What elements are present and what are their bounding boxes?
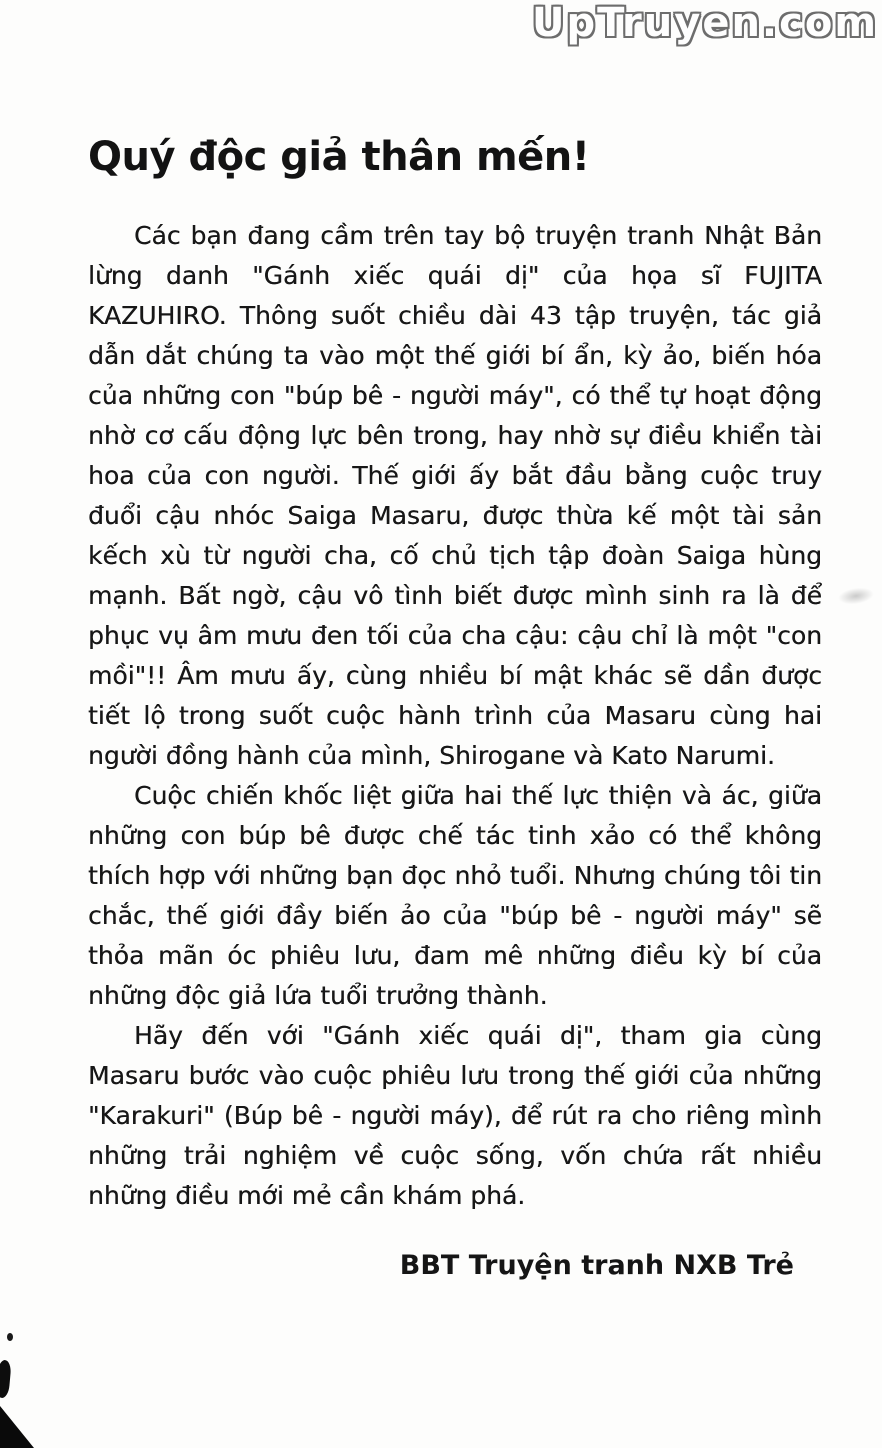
signature: BBT Truyện tranh NXB Trẻ [399,1250,794,1281]
body-paragraph-2: Cuộc chiến khốc liệt giữa hai thế lực thiện và ác, giữa những con búp bê được chế tác tinh xảo có thể không thích hợp với những bạn đọc nhỏ tuổi. Nhưng chúng tôi tin chắc, thế giới đầy biến ảo của "búp bê - người máy" sẽ thỏa mãn óc phiêu lưu, đam mê những điều kỳ bí của những độc giả lứa tuổi trưởng thành. [88,781,822,1010]
scan-artifact-smudge [837,586,875,607]
scan-artifact-blob [0,1360,12,1399]
scan-artifact-dot [7,1333,13,1341]
body-paragraph-3: Hãy đến với "Gánh xiếc quái dị", tham gia cùng Masaru bước vào cuộc phiêu lưu trong thế giới của những "Karakuri" (Búp bê - người máy), để rút ra cho riêng mình những trải nghiệm về cuộc sống, vốn chứa rất nhiều những điều mới mẻ cần khám phá. [88,1021,822,1210]
site-watermark: UpTruyen.com [532,0,878,46]
page-title: Quý độc giả thân mến! [88,134,590,180]
body-paragraph-1: Các bạn đang cầm trên tay bộ truyện tranh Nhật Bản lừng danh "Gánh xiếc quái dị" của họa sĩ FUJITA KAZUHIRO. Thông suốt chiều dài 43 tập truyện, tác giả dẫn dắt chúng ta vào một thế giới bí ẩn, kỳ ảo, biến hóa của những con "búp bê - người máy", có thể tự hoạt động nhờ cơ cấu động lực bên trong, hay nhờ sự điều khiển tài hoa của con người. Thế giới ấy bắt đầu bằng cuộc truy đuổi cậu nhóc Saiga Masaru, được thừa kế một tài sản kếch xù từ người cha, cố chủ tịch tập đoàn Saiga hùng mạnh. Bất ngờ, cậu vô tình biết được mình sinh ra là để phục vụ âm mưu đen tối của cha cậu: cậu chỉ là một "con mồi"!! Âm mưu ấy, cùng nhiều bí mật khác sẽ dần được tiết lộ trong suốt cuộc hành trình của Masaru cùng hai người đồng hành của mình, Shirogane và Kato Narumi. [88,221,822,770]
foreword-content [88,134,822,1281]
scan-artifact-triangle [0,1406,34,1448]
